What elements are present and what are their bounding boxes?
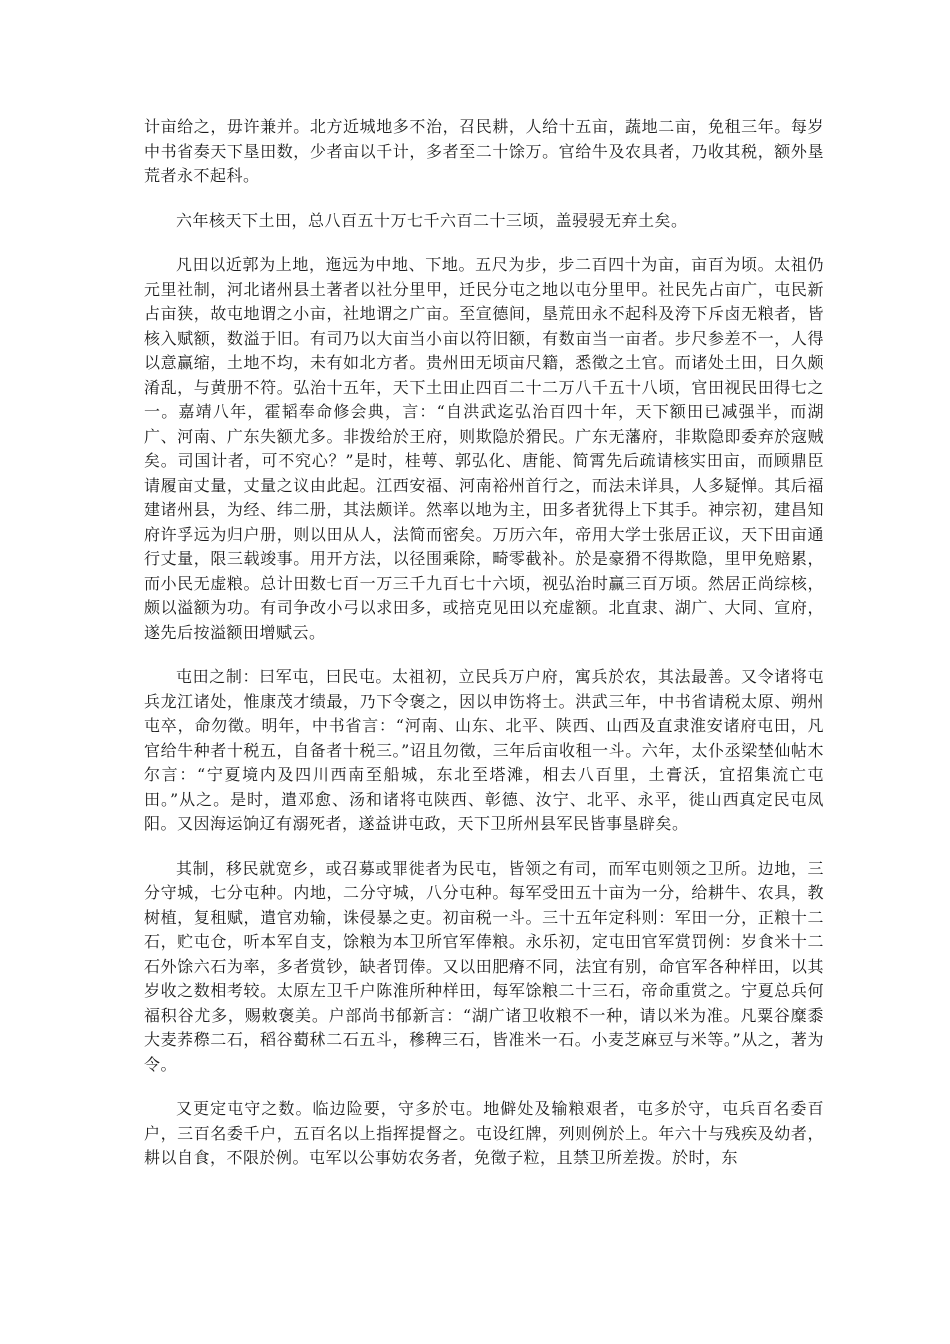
paragraph-4: 屯田之制：曰军屯，曰民屯。太祖初，立民兵万户府，寓兵於农，其法最善。又令诸将屯兵龙江诸处，惟康茂才绩最，乃下令褒之，因以申饬将士。洪武三年，中书省请税太原、朔州屯卒，命勿徵。明年，中书省言：“河南、山东、北平、陕西、山西及直隶淮安诸府屯田，凡官给牛种者十税五，自备者十税三。”诏且勿徵，三年后亩收租一斗。六年，太仆丞梁埜仙帖木尔言：“宁夏境内及四川西南至船城，东北至塔滩，相去八百里，土膏沃，宜招集流亡屯田。”从之。是时，遣邓愈、汤和诸将屯陕西、彰德、汝宁、北平、永平，徙山西真定民屯凤阳。又因海运饷辽有溺死者，遂益讲屯政，天下卫所州县军民皆事垦辟矣。: [144, 667, 824, 833]
paragraph-2: 六年核天下土田，总八百五十万七千六百二十三顷，盖骎骎无弃土矣。: [176, 210, 688, 230]
paragraph-3: 凡田以近郭为上地，迤远为中地、下地。五尺为步，步二百四十为亩，亩百为顷。太祖仍元里社制，河北诸州县土著者以社分里甲，迁民分屯之地以屯分里甲。社民先占亩广，屯民新占亩狭，故屯地谓之小亩，社地谓之广亩。至宣德间，垦荒田永不起科及洿下斥卤无粮者，皆核入赋额，数溢于旧。有司乃以大亩当小亩以符旧额，有数亩当一亩者。步尺参差不一，人得以意赢缩，土地不均，未有如北方者。贵州田无顷亩尺籍，悉徵之土官。而诸处土田，日久颇淆乱，与黄册不符。弘治十五年，天下土田止四百二十二万八千五十八顷，官田视民田得七之一。嘉靖八年，霍韬奉命修会典，言：“自洪武迄弘治百四十年，天下额田已减强半，而湖广、河南、广东失额尤多。非拨给於王府，则欺隐於猾民。广东无藩府，非欺隐即委弃於寇贼矣。司国计者，可不究心？”是时，桂萼、郭弘化、唐能、简霄先后疏请核实田亩，而顾鼎臣请履亩丈量，丈量之议由此起。江西安福、河南裕州首行之，而法未详具，人多疑惮。其后福建诸州县，为经、纬二册，其法颇详。然率以地为主，田多者犹得上下其手。神宗初，建昌知府许孚远为归户册，则以田从人，法简而密矣。万历六年，帝用大学士张居正议，天下田亩通行丈量，限三载竣事。用开方法，以径围乘除，畸零截补。於是豪猾不得欺隐，里甲免赔累，而小民无虚粮。总计田数七百一万三千九百七十六顷，视弘治时赢三百万顷。然居正尚综核，颇以溢额为功。有司争改小弓以求田多，或掊克见田以充虚额。北直隶、湖广、大同、宣府，遂先后按溢额田增赋云。: [144, 255, 824, 642]
document-body: [144, 115, 824, 1171]
paragraph-1: 计亩给之，毋许兼并。北方近城地多不治，召民耕，人给十五亩，蔬地二亩，免租三年。每岁中书省奏天下垦田数，少者亩以千计，多者至二十馀万。官给牛及农具者，乃收其税，额外垦荒者永不起科。: [144, 117, 824, 185]
paragraph-5: 其制，移民就宽乡，或召募或罪徙者为民屯，皆领之有司，而军屯则领之卫所。边地，三分守城，七分屯种。内地，二分守城，八分屯种。每军受田五十亩为一分，给耕牛、农具，教树植，复租赋，遣官劝输，诛侵暴之吏。初亩税一斗。三十五年定科则：军田一分，正粮十二石，贮屯仓，听本军自支，馀粮为本卫所官军俸粮。永乐初，定屯田官军赏罚例：岁食米十二石外馀六石为率，多者赏钞，缺者罚俸。又以田肥瘠不同，法宜有别，命官军各种样田，以其岁收之数相考较。太原左卫千户陈淮所种样田，每军馀粮二十三石，帝命重赏之。宁夏总兵何福积谷尤多，赐敕褒美。户部尚书郁新言：“湖广诸卫收粮不一种，请以米为准。凡粟谷糜黍大麦荞穄二石，稻谷薥秫二石五斗，穇稗三石，皆准米一石。小麦芝麻豆与米等。”从之，著为令。: [144, 858, 824, 1074]
paragraph-6: 又更定屯守之数。临边险要，守多於屯。地僻处及输粮艰者，屯多於守，屯兵百名委百户，三百名委千户，五百名以上指挥提督之。屯设红牌，列则例於上。年六十与残疾及幼者，耕以自食，不限於例。屯军以公事妨农务者，免徵子粒，且禁卫所差拨。於时，东: [144, 1099, 824, 1167]
